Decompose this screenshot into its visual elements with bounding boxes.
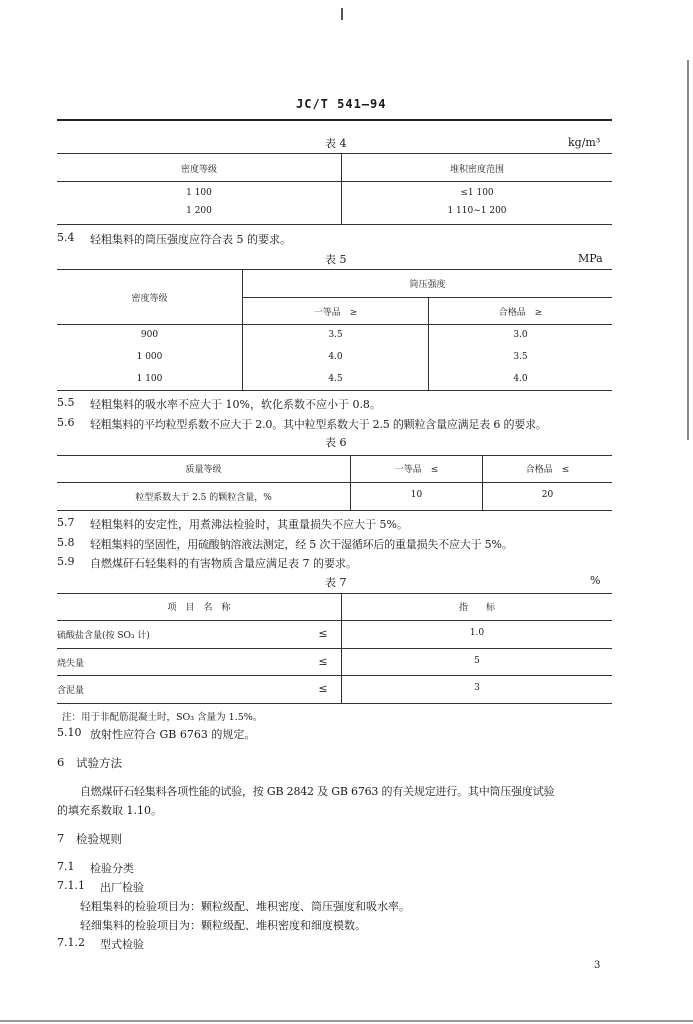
table5-cell: 1 000 [136, 352, 163, 362]
table5-cell: 900 [140, 330, 159, 340]
table4-cell: ≤1 100 [460, 188, 494, 198]
table7-operator: ≤ [318, 655, 328, 668]
table4-cell: 1 110~1 200 [447, 206, 507, 216]
table6-top-rule [57, 455, 612, 456]
table7-header-rule [57, 620, 612, 621]
table7-value: 3 [474, 683, 480, 693]
clause-7-1-1-line2: 轻细集料的检验项目为：颗粒级配、堆积密度和细度模数。 [80, 919, 366, 932]
table7-operator: ≤ [318, 627, 328, 640]
scan-artifact [0, 1020, 693, 1022]
table7-unit: % [590, 574, 601, 587]
table7-top-rule [57, 593, 612, 594]
table5-header-rule [57, 324, 612, 325]
table4-header-rule [57, 181, 612, 182]
table7-row-rule [57, 648, 612, 649]
table5-cell: 3.5 [328, 330, 343, 340]
section-6-title: 试验方法 [76, 756, 122, 770]
table7-item-name: 含泥量 [57, 686, 85, 696]
clause-5-5-number: 5.5 [57, 396, 75, 409]
table4-caption: 表 4 [325, 137, 347, 150]
clause-5-9-text: 自燃煤矸石轻集料的有害物质含量应满足表 7 的要求。 [90, 557, 357, 570]
table4-unit: kg/m³ [568, 136, 601, 149]
section-6-paragraph-line1: 自燃煤矸石轻集料各项性能的试验，按 GB 2842 及 GB 6763 的有关规定进行。其中筒压强度试验 [80, 785, 555, 798]
table6-bottom-rule [57, 510, 612, 511]
clause-5-7-text: 轻粗集料的安定性，用煮沸法检验时，其重量损失不应大于 5%。 [90, 518, 408, 531]
clause-7-1-1-number: 7.1.1 [57, 879, 85, 892]
table4-cell: 1 200 [186, 206, 212, 216]
table6-cell: 粒型系数大于 2.5 的颗粒含量，% [135, 493, 272, 503]
table5-bottom-rule [57, 390, 612, 391]
table6-cell: 20 [541, 490, 554, 500]
table7-value: 1.0 [469, 628, 485, 638]
table5-cell: 4.0 [328, 352, 343, 362]
table5-caption: 表 5 [325, 253, 347, 266]
table7-item-name: 硫酸盐含量(按 SO₃ 计) [57, 631, 150, 641]
clause-7-1-number: 7.1 [57, 860, 75, 873]
table5-header-qualified: 合格品 ≥ [498, 308, 543, 318]
clause-7-1-title: 检验分类 [90, 862, 134, 875]
table5-header-first-grade: 一等品 ≥ [313, 308, 358, 318]
clause-5-7-number: 5.7 [57, 516, 75, 529]
scan-artifact [687, 60, 689, 440]
table7-item-name: 烧失量 [57, 659, 85, 669]
clause-7-1-2-number: 7.1.2 [57, 936, 85, 949]
clause-5-5-text: 轻粗集料的吸水率不应大于 10%，软化系数不应小于 0.8。 [90, 398, 381, 411]
table7-row-rule [57, 675, 612, 676]
table4-bottom-rule [57, 224, 612, 225]
document-code: JC/T 541—94 [296, 97, 387, 111]
page-number: 3 [594, 960, 601, 971]
table7-note: 注：用于非配筋混凝土时，SO₃ 含量为 1.5%。 [62, 712, 263, 723]
section-7-title: 检验规则 [76, 832, 122, 846]
table5-header-strength: 筒压强度 [409, 280, 446, 290]
header-rule [57, 119, 612, 121]
clause-5-8-text: 轻粗集料的坚固性，用硫酸钠溶液法测定，经 5 次干湿循环后的重量损失不应大于 5%。 [90, 538, 513, 551]
table4-header-density-grade: 密度等级 [180, 165, 217, 175]
table7-operator: ≤ [318, 682, 328, 695]
section-6-paragraph-line2: 的填充系数取 1.10。 [57, 804, 162, 817]
clause-7-1-2-title: 型式检验 [100, 938, 144, 951]
clause-5-9-number: 5.9 [57, 555, 75, 568]
table7-value: 5 [474, 656, 480, 666]
clause-5-4-number: 5.4 [57, 231, 75, 244]
table6-header-first-grade: 一等品 ≤ [394, 465, 439, 475]
table6-cell: 10 [410, 490, 423, 500]
clause-5-8-number: 5.8 [57, 536, 75, 549]
table5-cell: 4.0 [513, 374, 528, 384]
table5-cell: 3.5 [513, 352, 528, 362]
table5-cell: 4.5 [328, 374, 343, 384]
table5-unit: MPa [578, 252, 603, 265]
table6-header-quality-grade: 质量等级 [185, 465, 222, 475]
table5-group-rule [243, 297, 612, 298]
clause-5-10-number: 5.10 [57, 726, 82, 739]
clause-5-6-text: 轻粗集料的平均粒型系数不应大于 2.0。其中粒型系数大于 2.5 的颗粒含量应满足表 6 的要求。 [90, 418, 547, 431]
table6-header-qualified: 合格品 ≤ [525, 465, 570, 475]
section-7-number: 7 [57, 831, 65, 845]
table6-caption: 表 6 [325, 436, 347, 449]
clause-5-10-text: 放射性应符合 GB 6763 的规定。 [90, 728, 256, 741]
clause-5-4-text: 轻粗集料的筒压强度应符合表 5 的要求。 [90, 233, 291, 246]
scan-artifact [341, 8, 343, 20]
section-6-number: 6 [57, 755, 65, 769]
table5-cell: 1 100 [136, 374, 163, 384]
table4-cell: 1 100 [186, 188, 212, 198]
table7-bottom-rule [57, 703, 612, 704]
table4-header-bulk-density-range: 堆积密度范围 [449, 165, 504, 175]
table5-header-density-grade: 密度等级 [131, 294, 168, 304]
table7-header-index: 指 标 [458, 603, 495, 613]
table5-top-rule [57, 269, 612, 270]
table6-header-rule [57, 482, 612, 483]
table7-caption: 表 7 [325, 576, 347, 589]
table7-header-item: 项 目 名 称 [167, 603, 231, 613]
clause-7-1-1-title: 出厂检验 [100, 881, 144, 894]
table5-cell: 3.0 [513, 330, 528, 340]
table4-top-rule [57, 153, 612, 154]
clause-5-6-number: 5.6 [57, 416, 75, 429]
clause-7-1-1-line1: 轻粗集料的检验项目为：颗粒级配、堆积密度、筒压强度和吸水率。 [80, 900, 410, 913]
